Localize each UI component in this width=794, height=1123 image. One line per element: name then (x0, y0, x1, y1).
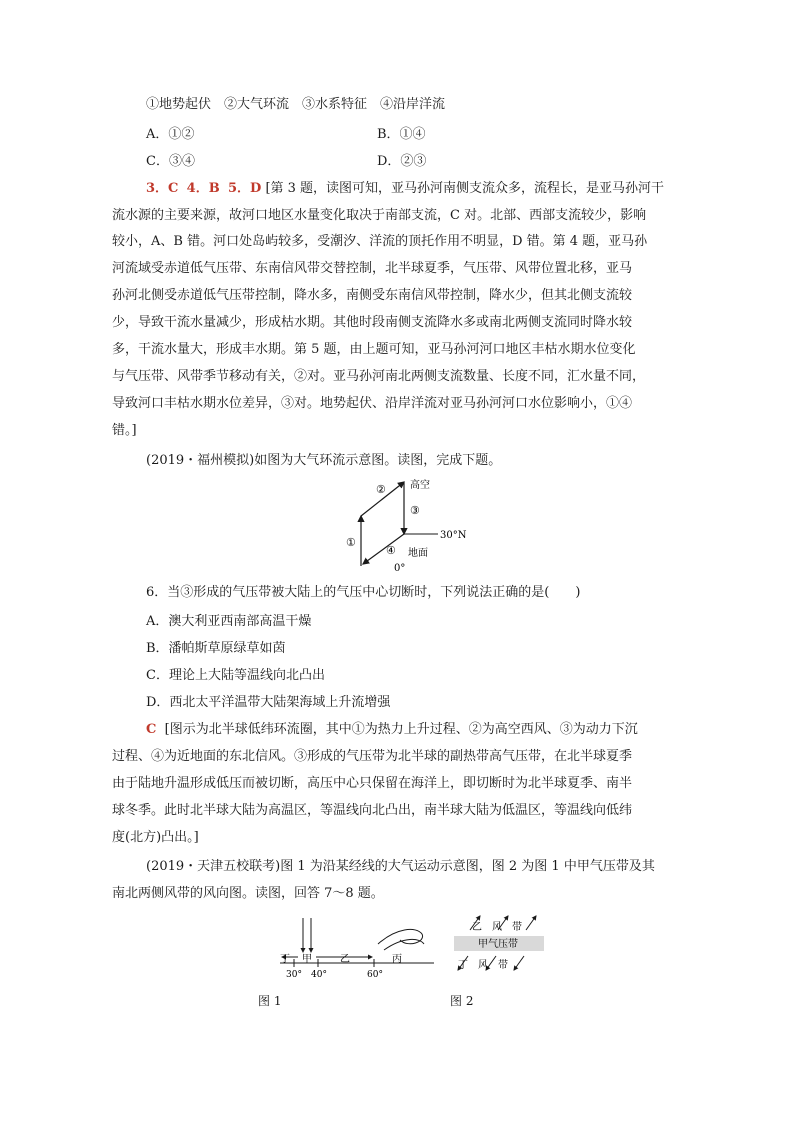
option-c: C．③④ (146, 154, 195, 169)
circulation-diagram (330, 476, 480, 576)
explanation-line: 少，导致干流水量减少，形成枯水期。其他时段南侧支流降水多或南北两侧支流同时降水较 (112, 315, 633, 330)
explanation-line: 导致河口丰枯水期水位差异，③对。地势起伏、沿岸洋流对亚马孙河河口水位影响小，①④ (112, 396, 633, 411)
label-mid-belt: 甲气压带 (478, 939, 518, 950)
wind-arrow (526, 916, 536, 930)
label-bing: 丙 (392, 954, 402, 965)
explanation-line: 错。] (112, 423, 137, 438)
label-4: ④ (386, 544, 396, 557)
q6-explanation-line: 球冬季。此时北半球大陆为高温区，等温线向北凸出，南半球大陆为低温区，等温线向低纬 (112, 803, 633, 818)
answer-5: 5．D (227, 181, 262, 196)
label-lat30: 30°N (440, 530, 467, 541)
label-40: 40° (311, 970, 327, 980)
q6-explanation-line: 过程、④为近地面的东北信风。③形成的气压带为北半球的副热带高气压带，在北半球夏季 (112, 749, 633, 764)
q78-intro: (2019・天津五校联考)图 1 为沿某经线的大气运动示意图，图 2 为图 1 中甲气压带及其 (146, 859, 655, 874)
answer-4: 4．B (186, 181, 220, 196)
label-bottom-belt: 丁 风 带 (458, 960, 508, 971)
option-a: A．①② (146, 127, 195, 142)
q6-option-c: C．理论上大陆等温线向北凸出 (146, 668, 325, 683)
label-1: ① (346, 536, 356, 549)
q6-answer-line (146, 721, 638, 738)
label-lat0: 0° (394, 563, 406, 574)
figure-1-diagram (276, 910, 438, 982)
label-3: ③ (410, 504, 420, 517)
q6-intro: (2019・福州模拟)如图为大气环流示意图。读图，完成下题。 (146, 453, 502, 468)
label-top-belt: 乙 风 带 (472, 922, 522, 933)
arrow-4 (363, 534, 404, 564)
options-line: ①地势起伏 ②大气环流 ③水系特征 ④沿岸洋流 (146, 97, 446, 112)
explanation-line: 孙河北侧受赤道低气压带控制，降水多，南侧受东南信风带控制，降水少，但其北侧支流较 (112, 288, 633, 303)
option-d: D．②③ (377, 154, 427, 169)
label-ding: 丁 (280, 954, 290, 965)
explanation-line: 与气压带、风带季节移动有关，②对。亚马孙河南北两侧支流数量、长度不同，汇水量不同， (112, 369, 646, 384)
label-60: 60° (367, 970, 383, 980)
explanation-line: 较小，A、B 错。河口处岛屿较多，受潮汐、洋流的顶托作用不明显，D 错。第 4 题，亚马孙 (112, 234, 648, 249)
explanation-line: 流水源的主要来源，故河口地区水量变化取决于南部支流，C 对。北部、西部支流较少，影响 (112, 208, 647, 223)
q6-option-d: D．西北太平洋温带大陆架海域上升流增强 (146, 695, 391, 710)
option-b: B．①④ (377, 127, 426, 142)
wind-arrow (514, 956, 524, 970)
figure-2-caption: 图 2 (450, 994, 474, 1008)
figure-1-caption: 图 1 (258, 994, 282, 1008)
label-2: ② (376, 483, 386, 496)
q6-explanation-line: [图示为北半球低纬环流圈，其中①为热力上升过程、②为高空西风、③为动力下沉 (164, 722, 638, 737)
figure-2-diagram (452, 908, 548, 978)
q6-stem: 6．当③形成的气压带被大陆上的气压中心切断时，下列说法正确的是( ) (146, 585, 581, 600)
q6-answer: C (146, 722, 157, 737)
label-jia: 甲 (302, 954, 312, 965)
frontal-curve (384, 939, 424, 950)
answer-3: 3．C (146, 181, 179, 196)
label-yi: 乙 (340, 954, 350, 965)
q6-option-a: A．澳大利亚西南部高温干燥 (146, 614, 312, 629)
q6-explanation-line: 度(北方)凸出。] (112, 830, 199, 845)
label-ground: 地面 (408, 548, 428, 559)
label-30: 30° (286, 970, 302, 980)
label-high: 高空 (410, 480, 430, 491)
explanation-line: 河流域受赤道低气压带、东南信风带交替控制，北半球夏季，气压带、风带位置北移，亚马 (112, 261, 633, 276)
explanation-line: [第 3 题，读图可知，亚马孙河南侧支流众多，流程长，是亚马孙河干 (265, 181, 665, 196)
q6-option-b: B．潘帕斯草原绿草如茵 (146, 641, 286, 656)
q6-explanation-line: 由于陆地升温形成低压而被切断，高压中心只保留在海洋上，即切断时为北半球夏季、南半 (112, 776, 633, 791)
answer-line (146, 180, 664, 197)
q78-intro: 南北两侧风带的风向图。读图，回答 7～8 题。 (112, 886, 384, 901)
explanation-line: 多，干流水量大，形成丰水期。第 5 题，由上题可知，亚马孙河河口地区丰枯水期水位变化 (112, 342, 636, 357)
